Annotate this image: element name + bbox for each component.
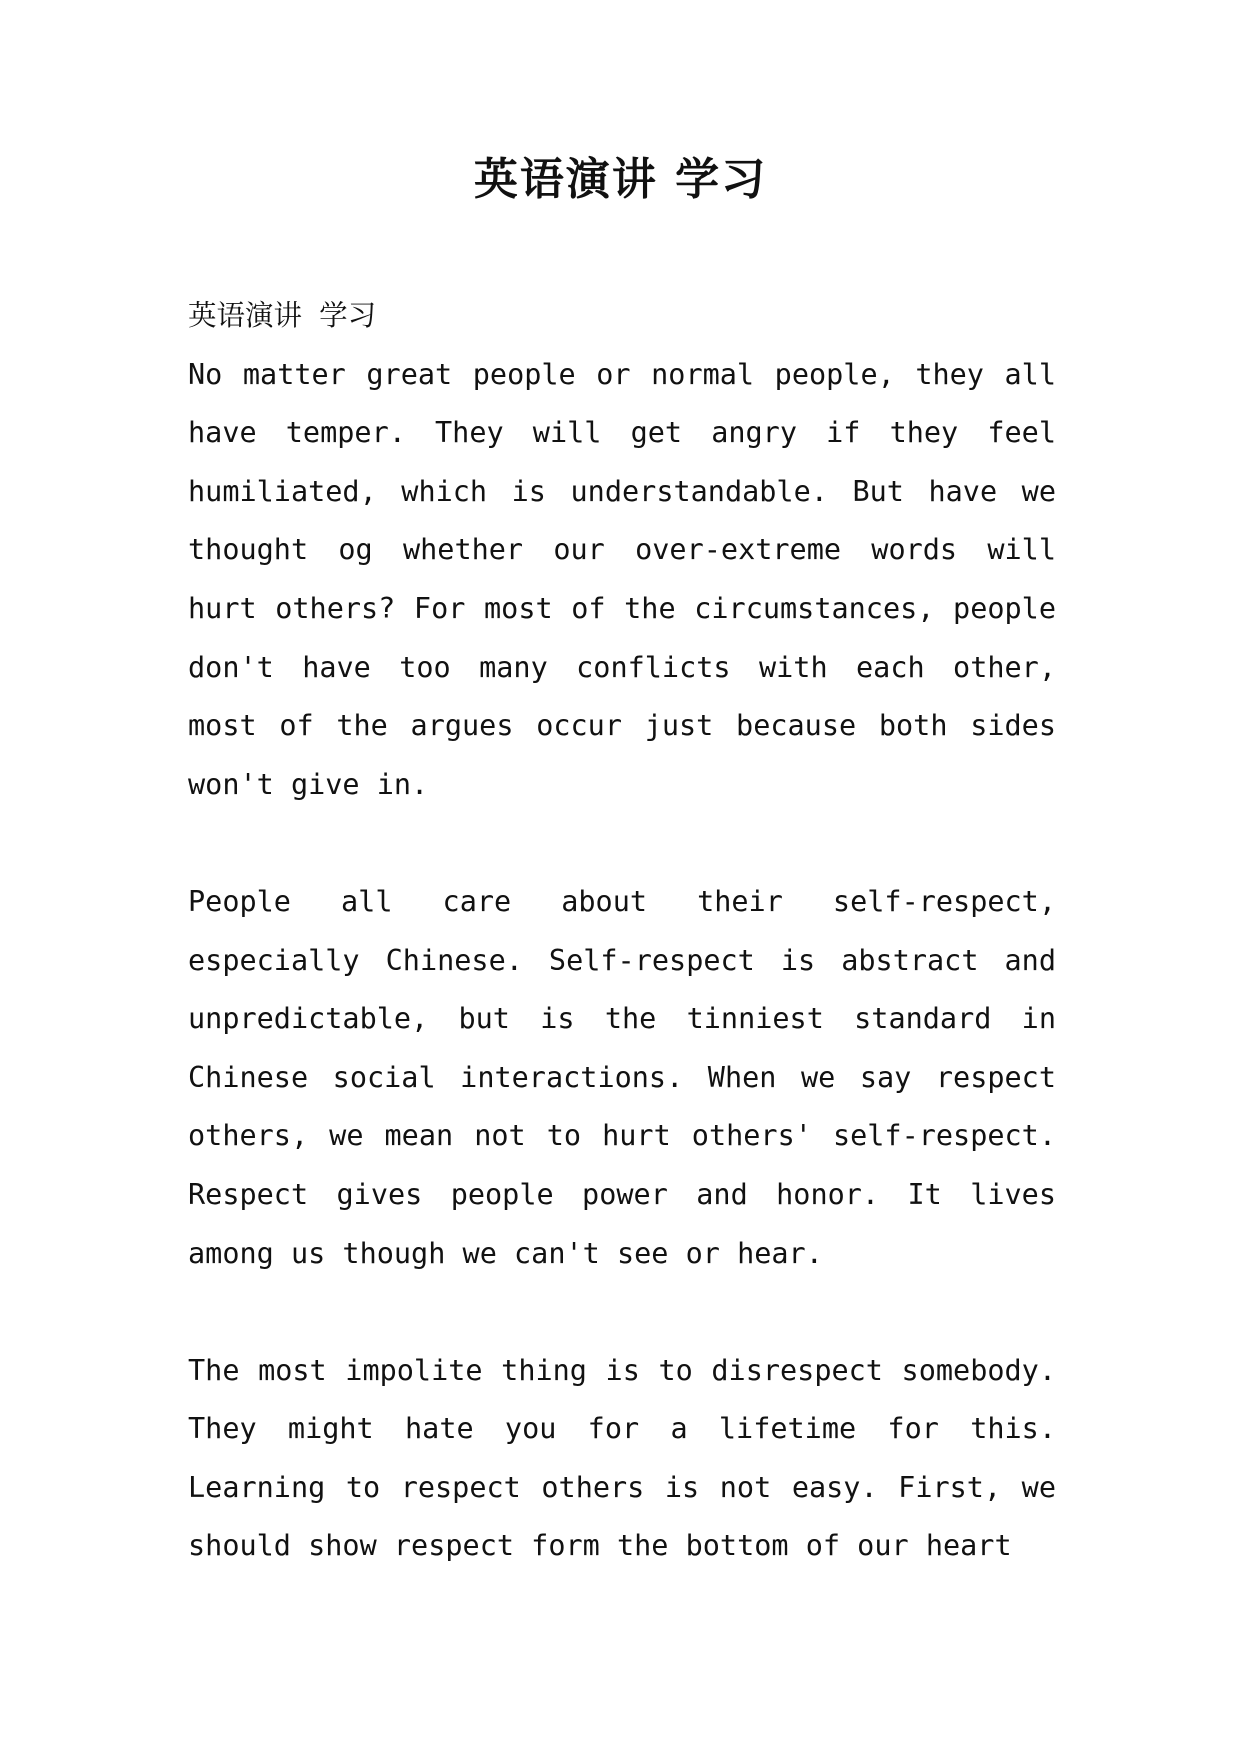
document-title: 英语演讲 学习	[473, 154, 768, 205]
paragraph-3: The most impolite thing is to disrespect somebody. They might hate you for a lifetime for this. Learning to respect others is not easy. First, we should show respect form the bottom of our heart	[188, 1353, 1056, 1563]
paragraph-spacer	[188, 814, 1056, 873]
paragraph-spacer	[188, 1283, 1056, 1342]
paragraph-1: No matter great people or normal people, they all have temper. They will get angry if they feel humiliated, which is understandable. But have we thought og whether our over-extreme words will hurt others? For most of the circumstances, people don't have too many conflicts with each other, most of the argues occur just because both sides won't give in.	[188, 357, 1056, 801]
document-body	[188, 287, 1056, 1576]
paragraph-2: People all care about their self-respect, especially Chinese. Self-respect is abstract and unpredictable, but is the tinniest standard in Chinese social interactions. When we say respect others, we mean not to hurt others' self-respect. Respect gives people power and honor. It lives among us though we can't see or hear.	[188, 884, 1056, 1270]
document-subtitle: 英语演讲 学习	[188, 299, 377, 332]
